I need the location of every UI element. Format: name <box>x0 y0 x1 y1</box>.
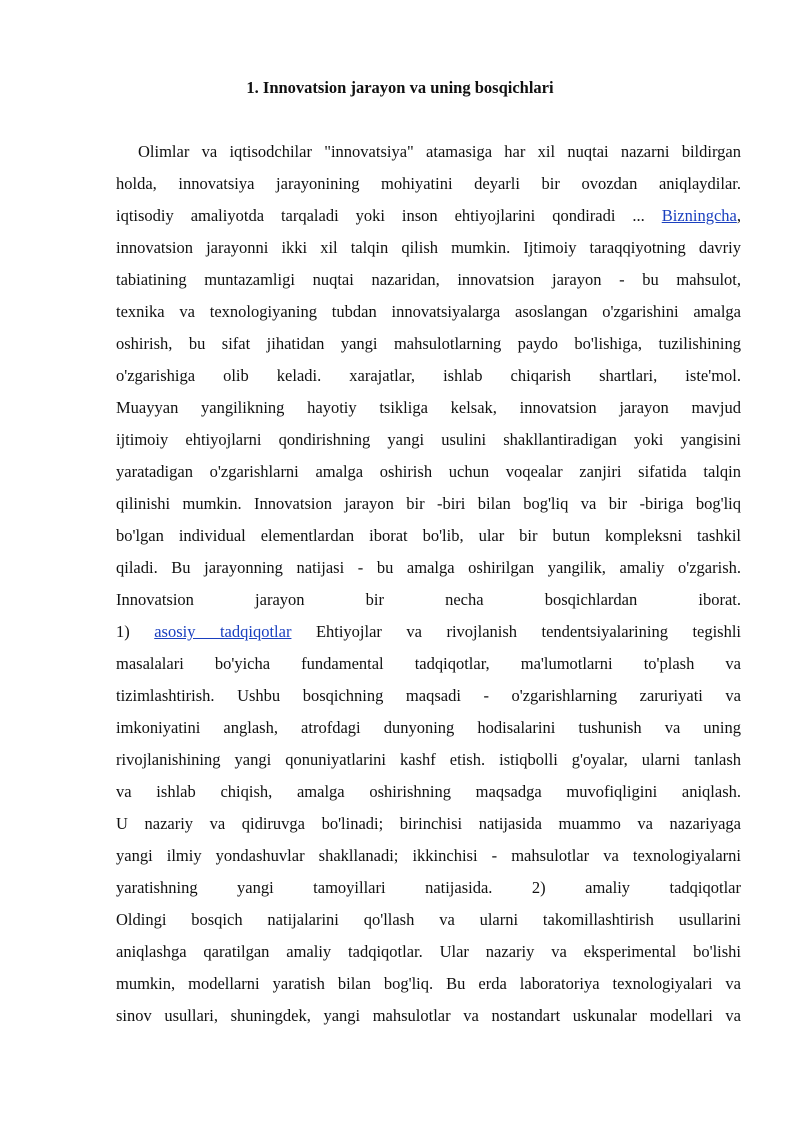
comma: , <box>736 206 741 225</box>
section-title: 1. Innovatsion jarayon va uning bosqichlari <box>246 78 554 97</box>
paragraph-line: innovatsion jarayonni ikki xil talqin qilish mumkin. Ijtimoiy taraqqiyotning davriy <box>116 238 741 257</box>
paragraph-line: imkoniyatini anglash, atrofdagi dunyoning hodisalarini tushunish va uning <box>116 718 741 737</box>
line-text: Ehtiyojlar va rivojlanish tendentsiyalarining tegishli <box>315 622 742 641</box>
bizningcha-link[interactable]: Bizningcha <box>661 206 737 225</box>
paragraph-line: yaratadigan o'zgarishlarni amalga oshirish uchun voqealar zanjiri sifatida talqin <box>116 462 741 481</box>
paragraph-line: tizimlashtirish. Ushbu bosqichning maqsadi - o'zgarishlarning zaruriyati va <box>116 686 741 705</box>
asosiy-tadqiqotlar-link[interactable]: asosiy tadqiqotlar <box>154 622 292 641</box>
paragraph-line: Muayyan yangilikning hayotiy tsikliga kelsak, innovatsion jarayon mavjud <box>116 398 741 417</box>
paragraph-line: yaratishning yangi tamoyillari natijasida. 2) amaliy tadqiqotlar <box>116 878 741 897</box>
paragraph-line: ijtimoiy ehtiyojlarni qondirishning yangi usulini shakllantiradigan yoki yangisini <box>116 430 741 449</box>
paragraph-line <box>116 621 741 643</box>
paragraph-line: Olimlar va iqtisodchilar "innovatsiya" atamasiga har xil nuqtai nazarni bildirgan <box>138 142 741 161</box>
paragraph-line: Innovatsion jarayon bir necha bosqichlardan iborat. <box>116 590 741 609</box>
paragraph-line: bo'lgan individual elementlardan iborat bo'lib, ular bir butun kompleksni tashkil <box>116 526 741 545</box>
paragraph-line: o'zgarishiga olib keladi. xarajatlar, ishlab chiqarish shartlari, iste'mol. <box>116 366 741 385</box>
line-text: iqtisodiy amaliyotda tarqaladi yoki inson ehtiyojlarini qondiradi ... <box>116 206 645 225</box>
paragraph-line: tabiatining muntazamligi nuqtai nazaridan, innovatsion jarayon - bu mahsulot, <box>116 270 741 289</box>
paragraph-line: qiladi. Bu jarayonning natijasi - bu amalga oshirilgan yangilik, amaliy o'zgarish. <box>116 558 741 577</box>
paragraph-line: holda, innovatsiya jarayonining mohiyatini deyarli bir ovozdan aniqlaydilar. <box>116 174 741 193</box>
paragraph-line: qilinishi mumkin. Innovatsion jarayon bir -biri bilan bog'liq va bir -biriga bog'liq <box>116 494 741 513</box>
paragraph-line: yangi ilmiy yondashuvlar shakllanadi; ikkinchisi - mahsulotlar va texnologiyalarni <box>116 846 741 865</box>
paragraph-line: sinov usullari, shuningdek, yangi mahsulotlar va nostandart uskunalar modellari va <box>116 1006 741 1025</box>
paragraph-line: Oldingi bosqich natijalarini qo'llash va ularni takomillashtirish usullarini <box>116 910 741 929</box>
paragraph-line: mumkin, modellarni yaratish bilan bog'liq. Bu erda laboratoriya texnologiyalari va <box>116 974 741 993</box>
paragraph-line: U nazariy va qidiruvga bo'linadi; birinchisi natijasida muammo va nazariyaga <box>116 814 741 833</box>
paragraph-line: va ishlab chiqish, amalga oshirishning maqsadga muvofiqligini aniqlash. <box>116 782 741 801</box>
paragraph-line <box>116 205 741 227</box>
paragraph-line: aniqlashga qaratilgan amaliy tadqiqotlar. Ular nazariy va eksperimental bo'lishi <box>116 942 741 961</box>
list-number: 1) <box>116 622 155 641</box>
paragraph-line: rivojlanishining yangi qonuniyatlarini kashf etish. istiqbolli g'oyalar, ularni tanlash <box>116 750 741 769</box>
paragraph-line: masalalari bo'yicha fundamental tadqiqotlar, ma'lumotlarni to'plash va <box>116 654 741 673</box>
paragraph-line: texnika va texnologiyaning tubdan innovatsiyalarga asoslangan o'zgarishini amalga <box>116 302 741 321</box>
paragraph-line: oshirish, bu sifat jihatidan yangi mahsulotlarning paydo bo'lishiga, tuzilishining <box>116 334 741 353</box>
